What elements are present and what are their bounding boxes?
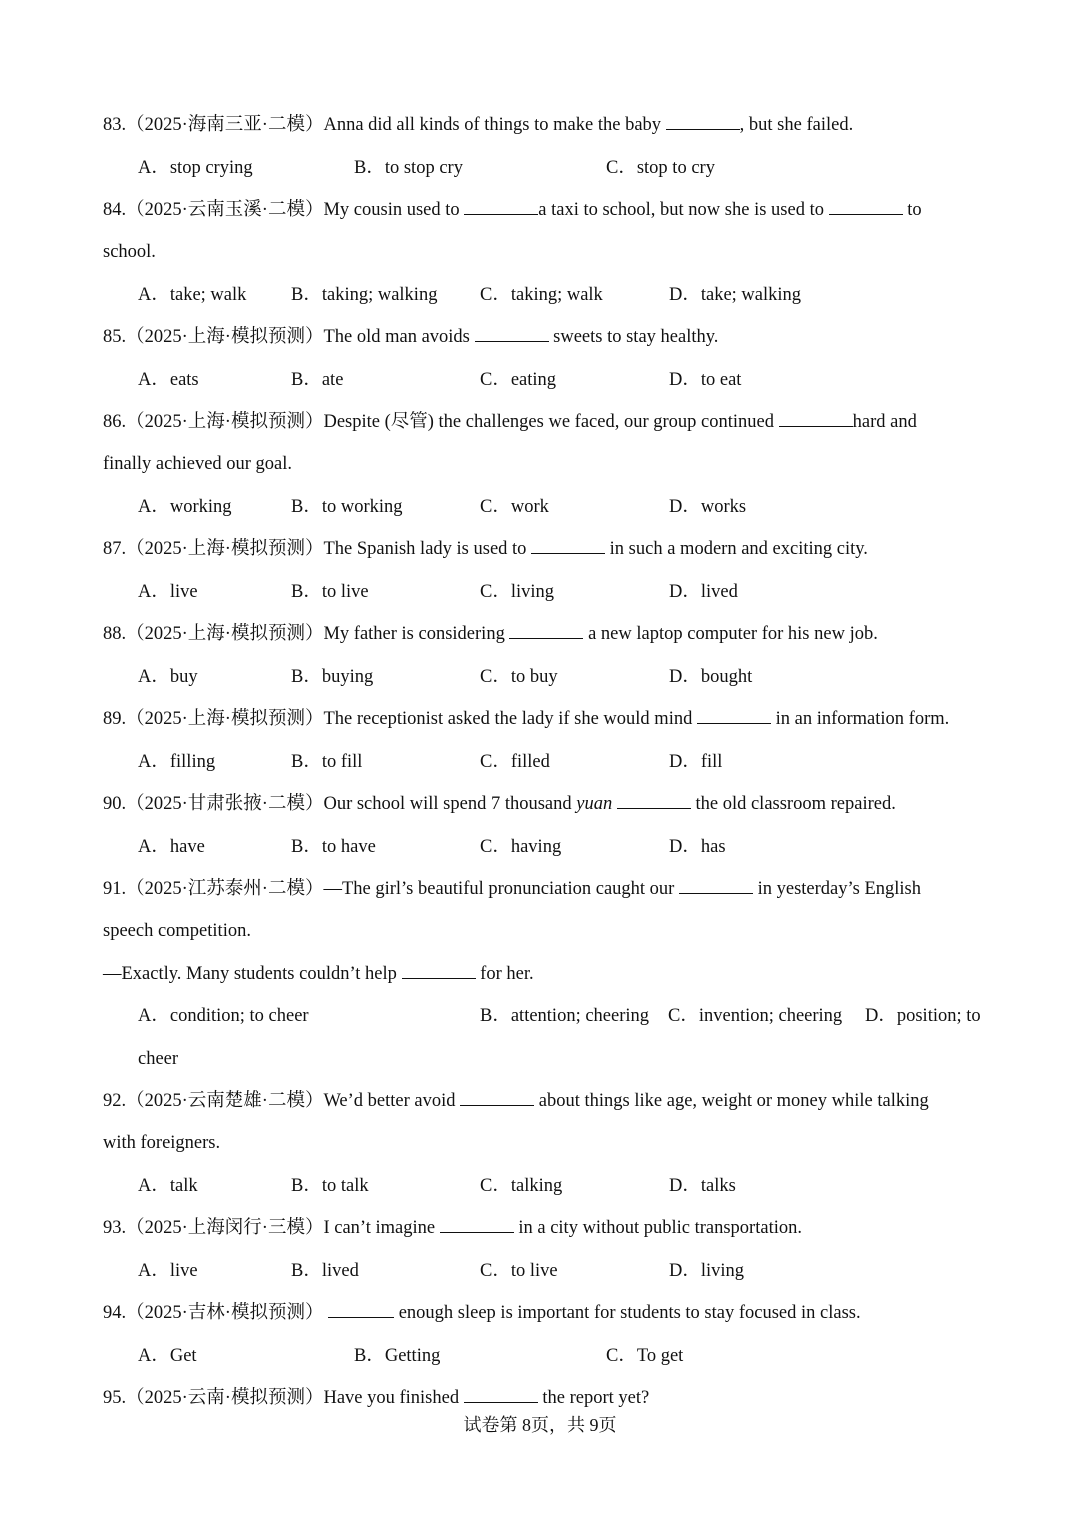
option-a[interactable]: A．buy xyxy=(138,667,198,687)
stem-text: the report yet? xyxy=(542,1388,650,1408)
answer-blank xyxy=(460,1089,534,1106)
question-95-stem xyxy=(103,1386,649,1410)
question-90-stem xyxy=(103,792,896,816)
stem-text: Despite (尽管) the challenges we faced, our group continued xyxy=(323,412,774,432)
option-c[interactable]: C．living xyxy=(480,582,555,602)
question-source: （2025·云南·模拟预测） xyxy=(126,1388,324,1408)
question-source: （2025·吉林·模拟预测） xyxy=(126,1303,324,1323)
question-87-stem xyxy=(103,537,868,561)
answer-blank xyxy=(679,877,753,894)
stem-text: —The girl’s beautiful pronunciation caught our xyxy=(323,879,675,899)
option-b[interactable]: B．to live xyxy=(291,582,369,602)
stem-text: The old man avoids xyxy=(323,327,470,347)
option-b[interactable]: B．Getting xyxy=(354,1346,441,1366)
option-c[interactable]: C．stop to cry xyxy=(606,158,715,178)
question-source: （2025·甘肃张掖·二模） xyxy=(126,794,324,814)
option-b[interactable]: B．to talk xyxy=(291,1176,369,1196)
option-c[interactable]: C．To get xyxy=(606,1346,684,1366)
option-c[interactable]: C．to buy xyxy=(480,667,558,687)
stem-text: in an information form. xyxy=(775,709,950,729)
option-a[interactable]: A．filling xyxy=(138,752,216,772)
option-c[interactable]: C．having xyxy=(480,837,562,857)
option-b[interactable]: B．to fill xyxy=(291,752,363,772)
option-d[interactable]: D．to eat xyxy=(669,370,742,390)
answer-blank xyxy=(464,198,538,215)
stem-text: a taxi to school, but now she is used to xyxy=(538,200,824,220)
question-source: （2025·上海·模拟预测） xyxy=(126,709,324,729)
question-source: （2025·上海·模拟预测） xyxy=(126,412,324,432)
stem-text: My father is considering xyxy=(323,624,505,644)
stem-text: The Spanish lady is used to xyxy=(323,539,527,559)
question-91-stem-cont: speech competition. xyxy=(103,921,251,941)
option-b[interactable]: B．to working xyxy=(291,497,403,517)
question-88-stem xyxy=(103,622,878,646)
stem-italic-text: yuan xyxy=(576,794,613,814)
question-91-stem xyxy=(103,877,921,901)
option-a[interactable]: A．talk xyxy=(138,1176,198,1196)
stem-text: in yesterday’s English xyxy=(757,879,922,899)
option-d[interactable]: D．talks xyxy=(669,1176,736,1196)
stem-text: My cousin used to xyxy=(323,200,460,220)
option-d[interactable]: D．living xyxy=(669,1261,745,1281)
option-b[interactable]: B．lived xyxy=(291,1261,359,1281)
question-number: 86. xyxy=(103,412,127,432)
option-c[interactable]: C．taking; walk xyxy=(480,285,603,305)
stem-text: enough sleep is important for students to stay focused in class. xyxy=(398,1303,861,1323)
question-number: 84. xyxy=(103,200,127,220)
option-c[interactable]: C．to live xyxy=(480,1261,558,1281)
option-a[interactable]: A．live xyxy=(138,582,198,602)
question-84-stem xyxy=(103,198,922,222)
option-d[interactable]: D．works xyxy=(669,497,747,517)
question-source: （2025·上海闵行·三模） xyxy=(126,1218,324,1238)
answer-blank xyxy=(829,198,903,215)
stem-text: hard and xyxy=(852,412,917,432)
question-85-stem xyxy=(103,325,718,349)
answer-blank xyxy=(475,325,549,342)
option-a[interactable]: A．condition; to cheer xyxy=(138,1006,309,1026)
answer-blank xyxy=(402,962,476,979)
stem-text: for her. xyxy=(480,964,534,984)
option-b[interactable]: B．to have xyxy=(291,837,376,857)
question-source: （2025·海南三亚·二模） xyxy=(126,115,324,135)
question-86-stem xyxy=(103,410,917,434)
question-source: （2025·云南楚雄·二模） xyxy=(126,1091,324,1111)
question-number: 89. xyxy=(103,709,127,729)
question-91-reply xyxy=(103,962,534,986)
question-source: （2025·云南玉溪·二模） xyxy=(126,200,324,220)
answer-blank xyxy=(666,113,740,130)
stem-text: Have you finished xyxy=(323,1388,460,1408)
answer-blank xyxy=(328,1301,394,1318)
stem-text: Our school will spend 7 thousand xyxy=(323,794,572,814)
option-c[interactable]: C．talking xyxy=(480,1176,563,1196)
answer-blank xyxy=(531,537,605,554)
stem-text: about things like age, weight or money while talking xyxy=(538,1091,929,1111)
option-d[interactable]: D．position; to xyxy=(865,1006,981,1026)
option-a[interactable]: A．stop crying xyxy=(138,158,253,178)
question-source: （2025·江苏泰州·二模） xyxy=(126,879,324,899)
question-92-stem-cont: with foreigners. xyxy=(103,1133,221,1153)
question-number: 85. xyxy=(103,327,127,347)
option-c[interactable]: C．work xyxy=(480,497,549,517)
question-source: （2025·上海·模拟预测） xyxy=(126,539,324,559)
stem-text: We’d better avoid xyxy=(323,1091,456,1111)
question-94-stem xyxy=(103,1301,861,1325)
option-d[interactable]: D．take; walking xyxy=(669,285,802,305)
question-number: 95. xyxy=(103,1388,127,1408)
stem-text: The receptionist asked the lady if she would mind xyxy=(323,709,693,729)
question-92-stem xyxy=(103,1089,929,1113)
answer-blank xyxy=(440,1216,514,1233)
option-a[interactable]: A．Get xyxy=(138,1346,197,1366)
question-84-stem-cont: school. xyxy=(103,242,156,262)
question-89-stem xyxy=(103,707,949,731)
option-b[interactable]: B．buying xyxy=(291,667,374,687)
option-a[interactable]: A．working xyxy=(138,497,232,517)
stem-text: —Exactly. Many students couldn’t help xyxy=(103,964,397,984)
stem-text: in such a modern and exciting city. xyxy=(609,539,868,559)
question-number: 90. xyxy=(103,794,127,814)
question-number: 94. xyxy=(103,1303,127,1323)
option-b[interactable]: B．attention; cheering xyxy=(480,1006,650,1026)
question-number: 87. xyxy=(103,539,127,559)
answer-blank xyxy=(509,622,583,639)
stem-text: , but she failed. xyxy=(739,115,854,135)
option-b[interactable]: B．to stop cry xyxy=(354,158,463,178)
option-d[interactable]: D．lived xyxy=(669,582,738,602)
option-d[interactable]: D．fill xyxy=(669,752,723,772)
stem-text: a new laptop computer for his new job. xyxy=(588,624,878,644)
stem-text: Anna did all kinds of things to make the baby xyxy=(323,115,662,135)
option-c[interactable]: C．filled xyxy=(480,752,550,772)
option-a[interactable]: A．live xyxy=(138,1261,198,1281)
option-b[interactable]: B．taking; walking xyxy=(291,285,438,305)
option-a[interactable]: A．have xyxy=(138,837,205,857)
option-b[interactable]: B．ate xyxy=(291,370,344,390)
option-a[interactable]: A．take; walk xyxy=(138,285,247,305)
question-93-stem xyxy=(103,1216,802,1240)
page-footer: 试卷第 8页，共 9页 xyxy=(463,1415,617,1435)
option-a[interactable]: A．eats xyxy=(138,370,199,390)
answer-blank xyxy=(779,410,853,427)
stem-text: the old classroom repaired. xyxy=(695,794,896,814)
question-number: 93. xyxy=(103,1218,127,1238)
question-83-stem xyxy=(103,113,853,137)
stem-text: to xyxy=(907,200,922,220)
option-c[interactable]: C．invention; cheering xyxy=(668,1006,843,1026)
question-source: （2025·上海·模拟预测） xyxy=(126,624,324,644)
question-number: 91. xyxy=(103,879,127,899)
option-d[interactable]: D．has xyxy=(669,837,726,857)
answer-blank xyxy=(617,792,691,809)
question-number: 88. xyxy=(103,624,127,644)
option-d[interactable]: D．bought xyxy=(669,667,753,687)
answer-blank xyxy=(697,707,771,724)
question-source: （2025·上海·模拟预测） xyxy=(126,327,324,347)
question-number: 92. xyxy=(103,1091,127,1111)
answer-blank xyxy=(464,1386,538,1403)
option-c[interactable]: C．eating xyxy=(480,370,557,390)
stem-text: in a city without public transportation. xyxy=(518,1218,802,1238)
question-86-stem-cont: finally achieved our goal. xyxy=(103,454,293,474)
question-number: 83. xyxy=(103,115,127,135)
option-d-cont: cheer xyxy=(138,1049,179,1069)
stem-text: I can’t imagine xyxy=(323,1218,436,1238)
stem-text: sweets to stay healthy. xyxy=(553,327,719,347)
